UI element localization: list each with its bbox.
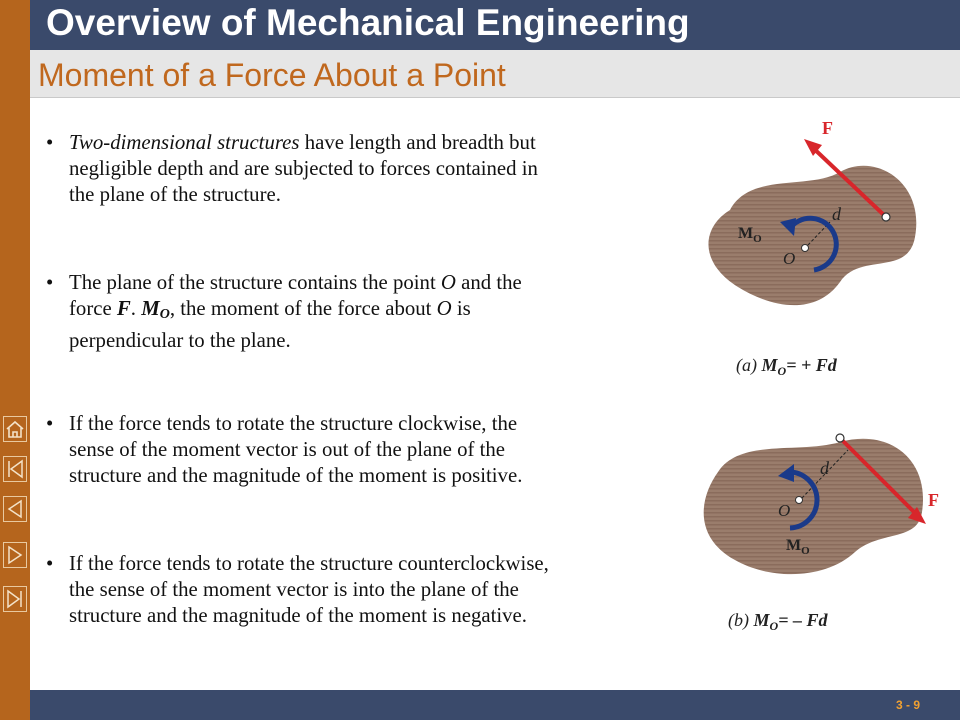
force-application-point (836, 434, 844, 442)
bullet-dot: • (46, 271, 54, 294)
force-label: F (928, 490, 939, 510)
last-slide-button[interactable] (3, 586, 27, 612)
point-o (796, 497, 803, 504)
page-title: Overview of Mechanical Engineering (46, 2, 690, 43)
next-slide-button[interactable] (3, 542, 27, 568)
bullet-dot: • (46, 131, 54, 154)
bullet-4: • If the force tends to rotate the structure counterclockwise, the sense of the moment vector is into the plane of the structure and the magnitude of the moment is negative. (46, 552, 549, 627)
distance-label: d (820, 458, 829, 478)
bullet-dot: • (46, 412, 54, 435)
bullet-2: • The plane of the structure contains the point O and the force F. $M_O$, the moment of the force about O is perpendicular to the plane. (46, 271, 522, 352)
slide-subtitle: Moment of a Force About a Point (38, 57, 506, 93)
point-o-label: O (778, 501, 791, 520)
first-slide-button[interactable] (3, 456, 27, 482)
moment-label: $M_O$ (738, 225, 762, 245)
slide-number: 3 - 9 (895, 698, 920, 712)
term-two-dimensional: Two-dimensional structures (69, 131, 300, 154)
rigid-body-shape (704, 439, 923, 574)
last-slide-icon (3, 586, 27, 612)
figure-b-caption: (b) $M_O= - Fd$ (728, 610, 828, 633)
figure-b-negative-moment (690, 420, 940, 640)
bullet-dot: • (46, 552, 54, 575)
home-button[interactable] (3, 416, 27, 442)
home-icon (3, 416, 27, 442)
previous-slide-icon (3, 496, 27, 522)
footer-bar (30, 690, 960, 720)
first-slide-icon (3, 456, 27, 482)
distance-label: d (832, 204, 841, 224)
next-slide-icon (3, 542, 27, 568)
point-o-label: O (783, 249, 796, 268)
force-label: F (822, 118, 833, 138)
left-sidebar-bar (0, 0, 30, 720)
bullet-3: • If the force tends to rotate the structure clockwise, the sense of the moment vector is out of the plane of the structure and the magnitude of the moment is positive. (46, 412, 523, 487)
moment-label: $M_O$ (786, 537, 810, 557)
previous-slide-button[interactable] (3, 496, 27, 522)
force-application-point (882, 213, 890, 221)
bullet-1: • Two-dimensional structures have length and breadth but negligible depth and are subjected to forces contained in the plane of the structure. (46, 131, 538, 206)
figure-a-positive-moment (690, 112, 940, 382)
figure-a-caption: (a) $M_O= + Fd$ (736, 355, 837, 378)
point-o (802, 245, 809, 252)
